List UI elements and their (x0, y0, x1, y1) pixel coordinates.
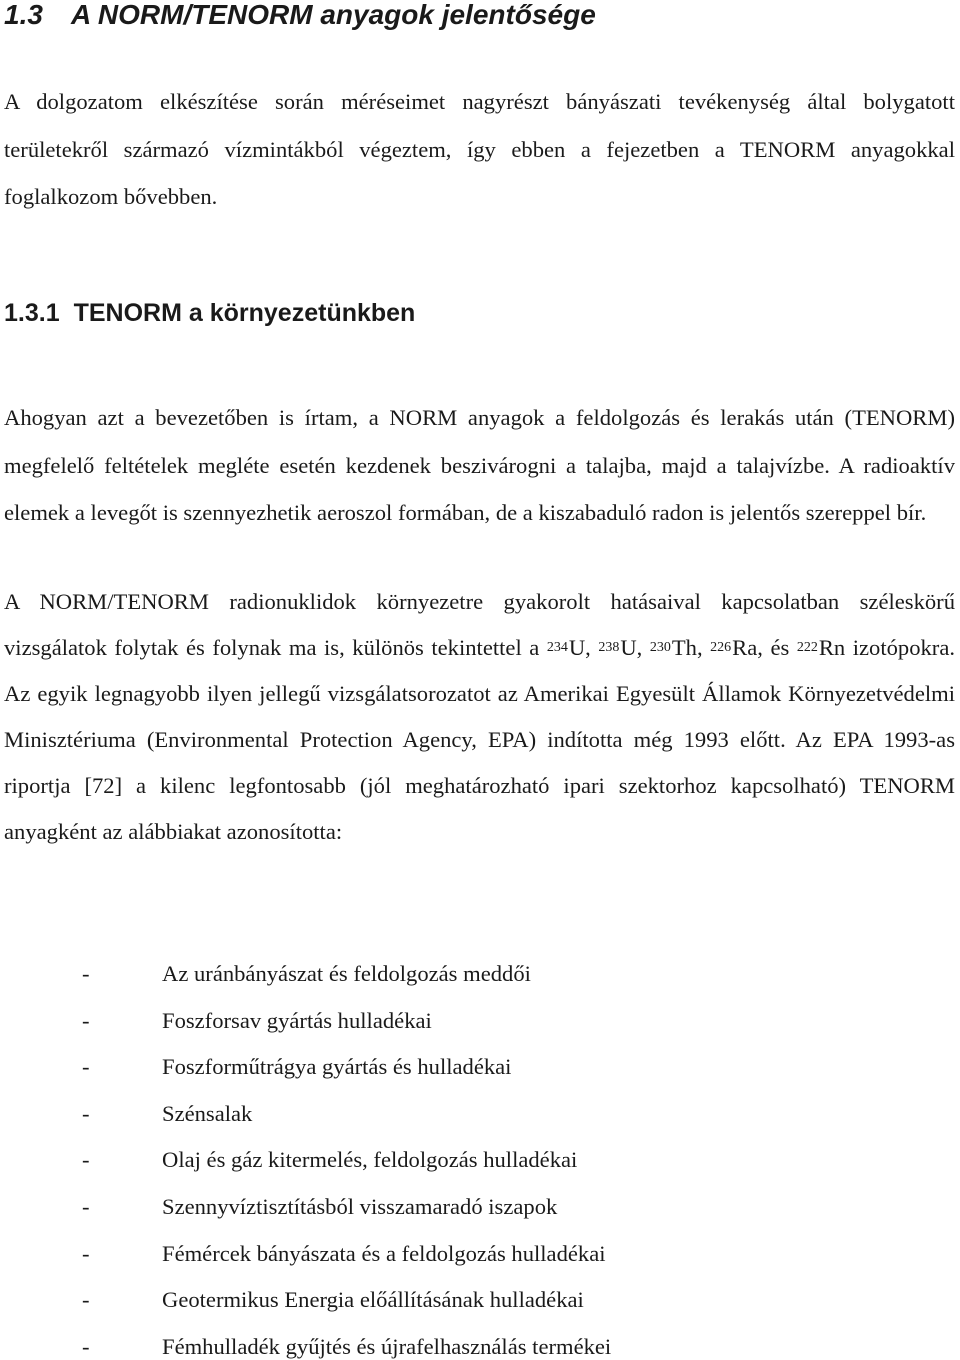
list-item-text: Geotermikus Energia előállításának hulladékai (162, 1287, 584, 1313)
list-dash: - (82, 1240, 90, 1266)
section-title: A NORM/TENORM anyagok jelentősége (70, 0, 596, 30)
list-item (82, 1231, 611, 1278)
list-item-text: Foszforsav gyártás hulladékai (162, 1007, 432, 1033)
body-paragraph-1: Ahogyan azt a bevezetőben is írtam, a NORM anyagok a feldolgozás és lerakás után (TENORM) megfelelő feltételek megléte esetén kezdenek beszivárogni a talajba, majd a talajvízbe. A radioaktív elemek a levegőt is szennyezhetik aeroszol formában, de a kiszabaduló radon is jelentős szereppel bír. (4, 405, 955, 525)
isotope-symbol: Rn (818, 635, 846, 660)
isotope-symbol: Th, (671, 635, 711, 660)
list-item (82, 1277, 611, 1324)
list-dash: - (82, 1333, 90, 1359)
list-item-text: Szennyvíztisztításból visszamaradó iszapok (162, 1193, 558, 1219)
tenorm-list (82, 951, 611, 1360)
list-dash: - (82, 1193, 90, 1219)
list-item-text: Foszforműtrágya gyártás és hulladékai (162, 1054, 512, 1080)
subsection-heading (4, 296, 415, 330)
paragraph-text: A NORM/TENORM radionuklidok környezetre gyakorolt hatásaival kapcsolatban széleskörű vizsgálatok folytak és folynak ma is, különös tekintettel a (4, 589, 955, 660)
subsection-title: TENORM a környezetünkben (73, 299, 416, 327)
isotope-mass-number: 226 (710, 640, 732, 655)
list-dash: - (82, 1147, 90, 1173)
isotope-mass-number: 230 (649, 640, 671, 655)
list-item-text: Fémércek bányászata és a feldolgozás hulladékai (162, 1240, 606, 1266)
isotope-symbol: Ra, és (732, 635, 797, 660)
list-dash: - (82, 1100, 90, 1126)
section-number: 1.3 (4, 0, 43, 30)
list-item (82, 1091, 611, 1138)
list-item-text: Olaj és gáz kitermelés, feldolgozás hulladékai (162, 1147, 578, 1173)
list-dash: - (82, 1007, 90, 1033)
isotope-mass-number: 222 (796, 640, 818, 655)
isotope-mass-number: 234 (546, 640, 568, 655)
list-item (82, 1137, 611, 1184)
list-item (82, 998, 611, 1045)
intro-paragraph: A dolgozatom elkészítése során méréseimet nagyrészt bányászati tevékenység által bolygatott területekről származó vízmintákból végeztem, így ebben a fejezetben a TENORM anyagokkal foglalkozom bővebben. (4, 89, 955, 209)
section-heading (4, 0, 596, 33)
paragraph-text: izotópokra. Az egyik legnagyobb ilyen jellegű vizsgálatsorozatot az Amerikai Egyesült Államok Környezetvédelmi Minisztériuma (Environmental Protection Agency, EPA) indította még 1993 előtt. Az EPA 1993-as riportja [72] a kilenc legfontosabb (jól meghatározható ipari szektorhoz kapcsolható) TENORM anyagként az alábbiakat azonosította: (4, 635, 955, 844)
body-paragraph-2 (4, 579, 955, 855)
list-dash: - (82, 961, 90, 986)
list-item-text: Fémhulladék gyűjtés és újrafelhasználás termékei (162, 1333, 612, 1359)
list-item (82, 951, 611, 998)
subsection-number: 1.3.1 (4, 299, 60, 327)
isotope-symbol: U, (568, 635, 599, 660)
list-item (82, 1324, 611, 1360)
isotope-symbol: U, (620, 635, 650, 660)
list-item-text: Az uránbányászat és feldolgozás meddői (162, 961, 531, 986)
list-dash: - (82, 1054, 90, 1080)
list-item (82, 1184, 611, 1231)
list-item (82, 1044, 611, 1091)
list-item-text: Szénsalak (162, 1100, 253, 1126)
list-dash: - (82, 1287, 90, 1313)
isotope-mass-number: 238 (598, 640, 620, 655)
